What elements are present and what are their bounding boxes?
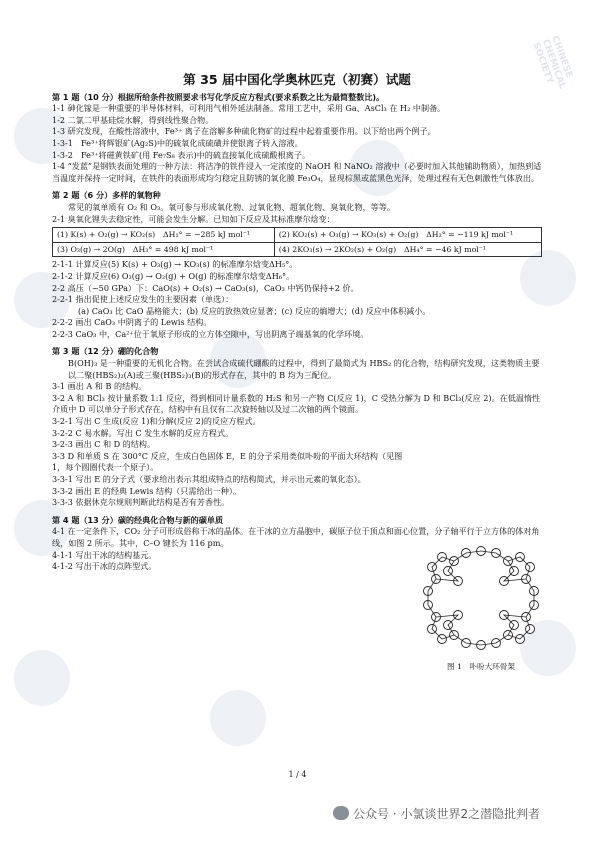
q3-line: 3-2-1 写出 C 生成(反应 1)和分解(反应 2)的反应方程式。 xyxy=(52,416,261,427)
q2-line: 2-2-2 画出 CaO₃ 中阴离子的 Lewis 结构。 xyxy=(52,317,212,328)
q4-line: 4-1 在一定条件下，CO₂ 分子可形成俗称干冰的晶体。在干冰的立方晶胞中，碳原子位于顶点和面心位置，分子轴平行于立方体的体对角线，如图 2 所示。其中，C–O 键长为 116 pm。 xyxy=(52,526,540,548)
q1-line: 1-4 “发蓝”是钢铁表面处理的一种方法：将洁净的铁件浸入一定浓度的 NaOH 和 NaNO₂ 溶液中（必要时加入其他辅助物质），加热到适当温度并保持一定时间，在铁件的表面形成均匀稳定且防锈的氧化膜 Fe₃O₄，显现棕黑或蓝黑色光泽，处理过程有无色刺激性气体放出。 xyxy=(52,161,542,183)
q3-line: 3-2-3 画出 C 和 D 的结构。 xyxy=(52,439,156,450)
reaction-table xyxy=(52,227,542,257)
page-title: 第 35 届中国化学奥林匹克（初赛）试题 xyxy=(183,72,411,87)
q3-line: 3-3 D 和单质 S 在 300°C 反应，生成白色固体 E，E 的分子采用类似卟吩的平面大环结构（见图 1，每个圆圈代表一个原子）。 xyxy=(52,450,403,473)
watermark-text: CHINESE CHEMICAL SOCIETY xyxy=(530,34,574,91)
q2-line: 2-2-1 指出促使上述反应发生的主要因素（单选）： xyxy=(52,294,234,305)
q3-line: 3-2 A 和 BCl₃ 按计量系数 1:1 反应，得到相同计量系数的 H₂S 和另一产物 C(反应 1)，C 受热分解为 D 和 BCl₃(反应 2)。在低温惰性介质中 D 可以单分子形式存在，结构中有且仅有二次旋转轴以及过二次轴的两个镜面。 xyxy=(52,392,541,415)
q3-line: 3-2-2 C 易水解。写出 C 发生水解的反应方程式。 xyxy=(52,427,234,438)
ccs-watermark xyxy=(14,650,70,706)
porphine-skeleton-diagram xyxy=(418,543,544,655)
table-cell: (2) KO₂(s) + O₃(g) → KO₃(s) + O₂(g) ΔH₂° = −119 kJ mol⁻¹ xyxy=(274,228,541,243)
q2-line: 2-1 臭氧化锂失去稳定性，可能会发生分解。已知如下反应及其标准摩尔焓变： xyxy=(52,213,335,224)
question-1-header: 第 1 题（10 分）根据所给条件按照要求书写化学反应方程式(要求系数之比为最简整数比)。 xyxy=(52,91,385,102)
q3-line: 3-3-2 画出 E 的经典 Lewis 结构（只需给出一种）。 xyxy=(52,485,241,496)
q1-line: 1-3 研究发现，在酸性溶液中，Fe³⁺ 离子在溶解多种硫化物矿的过程中起着重要作用。以下给出两个例子。 xyxy=(52,126,436,137)
q2-intro: 常见的氧单质有 O₂ 和 O₃。氧可参与形成氧化物、过氧化物、超氧化物、臭氧化物，等等。 xyxy=(68,201,395,212)
page-number: 1 / 4 xyxy=(288,770,307,779)
wechat-icon xyxy=(333,806,349,820)
q2-line: 2-1-1 计算反应(5) K(s) + O₃(g) → KO₃(s) 的标准摩尔焓变ΔH₅°。 xyxy=(52,259,298,270)
q4-line: 4-1-1 写出干冰的结构基元。 xyxy=(52,549,157,560)
q3-line: 3-1 画出 A 和 B 的结构。 xyxy=(52,381,147,392)
ccs-watermark xyxy=(210,690,266,746)
table-cell: (4) 2KO₃(s) → 2KO₂(s) + O₂(g) ΔH₄° = −46 kJ mol⁻¹ xyxy=(274,242,541,257)
q3-line: 3-3-1 写出 E 的分子式（要求给出表示其组成特点的结构简式，并示出元素的氧化态）。 xyxy=(52,474,366,484)
table-cell: (3) O₃(g) → 2O(g) ΔH₃° = 498 kJ mol⁻¹ xyxy=(53,242,275,257)
q1-line: 1-3-1 Fe³⁺将辉银矿(Ag₂S)中的硫氧化成硫磺并使银离子转入溶液。 xyxy=(52,137,303,148)
question-2-header: 第 2 题（6 分）多样的氧物种 xyxy=(52,190,161,201)
q2-line: 2-2-3 CaO₃ 中，Ca²⁺位于氧原子形成的立方体空隙中，写出阴离子端基氧的化学环境。 xyxy=(52,328,369,339)
exam-content xyxy=(52,74,542,573)
q3-intro: B(OH)₃ 是一种重要的无机化合物。在尝试合成硫代硼酸的过程中，得到了最简式为 HBS₂ 的化合物，结构研究发现，这类物质主要以二聚(HBS₂)₂(A)或三聚(HBS₂)₃(B)的形式存在，其中的 B 均为三配位。 xyxy=(68,358,540,380)
table-row xyxy=(53,242,542,257)
q3-line: 3-3-3 依据休克尔规则判断此结构是否有芳香性。 xyxy=(52,497,230,508)
q2-options: (a) CaO₃ 比 CaO 晶格能大；(b) 反应的放热效应显著；(c) 反应的熵增大；(d) 反应中体积减小。 xyxy=(78,305,431,316)
q4-line: 4-1-2 写出干冰的点阵型式。 xyxy=(52,561,157,572)
table-row xyxy=(53,228,542,243)
wechat-account-label: 公众号 · 小氯谈世界2之潜隐批判者 xyxy=(353,807,541,821)
table-cell: (1) K(s) + O₂(g) → KO₂(s) ΔH₁° = −285 kJ mol⁻¹ xyxy=(53,228,275,243)
question-4-header: 第 4 题（13 分）碳的经典化合物与新的碳单质 xyxy=(52,514,224,525)
q1-line: 1-3-2 Fe³⁺将磁黄铁矿(用 Fe₇S₈ 表示)中的硫直接氧化成硫酸根离子。 xyxy=(52,149,311,160)
q1-line: 1-1 砷化镓是一种重要的半导体材料，可利用气相外延法制备。常用工艺中，采用 Ga、AsCl₃ 在 H₂ 中制备。 xyxy=(52,103,446,114)
q2-line: 2-2 高压（~50 GPa）下：CaO(s) + O₂(s) → CaO₃(s)，CaO₃ 中钙仍保持+2 价。 xyxy=(52,282,359,293)
wechat-watermark xyxy=(333,805,540,822)
q2-line: 2-1-2 计算反应(6) O₃(g) → O₂(g) + O(g) 的标准摩尔焓变ΔH₆°。 xyxy=(52,270,295,281)
question-3-header: 第 3 题（12 分）硼的化合物 xyxy=(52,346,159,357)
q1-line: 1-2 二氯二甲基硅烷水解，得到线性聚合物。 xyxy=(52,114,214,125)
figure-caption: 图 1 卟吩大环骨架 xyxy=(447,662,515,671)
porphine-figure xyxy=(418,543,544,672)
